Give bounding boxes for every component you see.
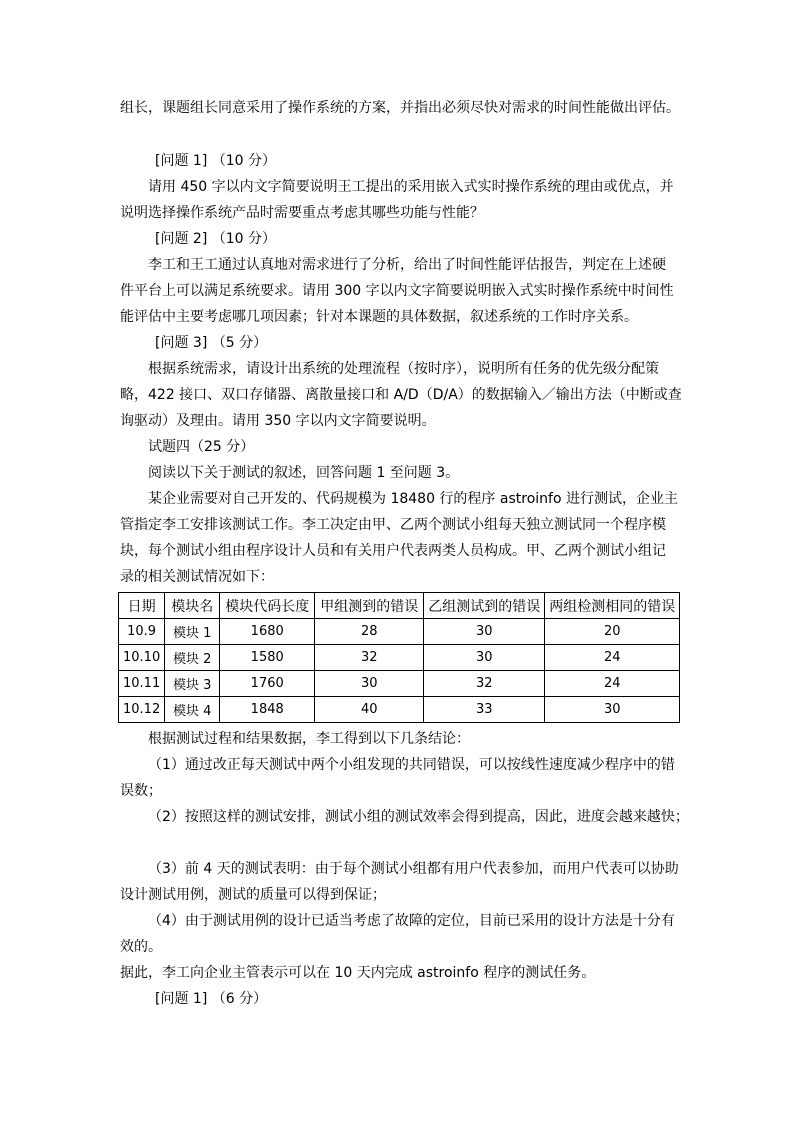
table-cell: 30 xyxy=(545,697,680,723)
table-row xyxy=(119,697,680,723)
conclusion-item: （1）通过改正每天测试中两个小组发现的共同错误，可以按线性速度减少程序中的错 xyxy=(148,757,675,773)
table-cell: 1680 xyxy=(220,619,315,645)
paragraph-line: 阅读以下关于测试的叙述，回答问题 1 至问题 3。 xyxy=(148,465,460,481)
table-cell: 10.10 xyxy=(119,645,165,671)
table-cell: 模块 2 xyxy=(165,645,220,671)
table-row xyxy=(119,671,680,697)
paragraph-line: 说明选择操作系统产品时需要重点考虑其哪些功能与性能？ xyxy=(120,205,484,221)
paragraph-line: 据此，李工向企业主管表示可以在 10 天内完成 astroinfo 程序的测试任务。 xyxy=(120,965,596,981)
table-cell: 10.11 xyxy=(119,671,165,697)
table-header-cell: 日期 xyxy=(119,593,165,619)
paragraph-line: 根据系统需求，请设计出系统的处理流程（按时序），说明所有任务的优先级分配策 xyxy=(148,361,659,377)
table-cell: 1760 xyxy=(220,671,315,697)
conclusion-item: （2）按照这样的测试安排，测试小组的测试效率会得到提高，因此，进度会越来越快； xyxy=(148,809,689,825)
table-header-cell: 两组检测相同的错误 xyxy=(545,593,680,619)
table-cell: 10.9 xyxy=(119,619,165,645)
table-cell: 24 xyxy=(545,645,680,671)
table-cell: 30 xyxy=(424,619,545,645)
table-cell: 33 xyxy=(424,697,545,723)
paragraph-line: 李工和王工通过认真地对需求进行了分析，给出了时间性能评估报告，判定在上述硬 xyxy=(148,257,666,273)
table-header-cell: 模块名 xyxy=(165,593,220,619)
paragraph-line: 录的相关测试情况如下： xyxy=(120,569,274,585)
paragraph-line: 请用 450 字以内文字简要说明王工提出的采用嵌入式实时操作系统的理由或优点，并 xyxy=(148,179,674,195)
paragraph-line: 设计测试用例，测试的质量可以得到保证； xyxy=(120,887,386,903)
table-cell: 模块 3 xyxy=(165,671,220,697)
question-heading: [问题 1] （6 分） xyxy=(155,991,268,1007)
section-heading: 试题四（25 分） xyxy=(148,439,255,455)
paragraph-line: 块，每个测试小组由程序设计人员和有关用户代表两类人员构成。甲、乙两个测试小组记 xyxy=(120,543,666,559)
table-header-cell: 模块代码长度 xyxy=(220,593,315,619)
conclusion-item: （3）前 4 天的测试表明：由于每个测试小组都有用户代表参加，而用户代表可以协助 xyxy=(148,861,679,877)
table-cell: 模块 4 xyxy=(165,697,220,723)
table-cell: 1580 xyxy=(220,645,315,671)
table-cell: 20 xyxy=(545,619,680,645)
question-heading: [问题 2] （10 分） xyxy=(155,231,276,247)
table-row xyxy=(119,619,680,645)
paragraph-line: 组长，课题组长同意采用了操作系统的方案，并指出必须尽快对需求的时间性能做出评估。 xyxy=(120,100,680,116)
table-cell: 模块 1 xyxy=(165,619,220,645)
table-header-cell: 乙组测试到的错误 xyxy=(424,593,545,619)
table-header-row xyxy=(119,593,680,619)
table-cell: 30 xyxy=(315,671,424,697)
conclusion-item: （4）由于测试用例的设计已适当考虑了故障的定位，目前已采用的设计方法是十分有 xyxy=(148,913,675,929)
question-heading: [问题 3] （5 分） xyxy=(155,335,268,351)
paragraph-line: 某企业需要对自己开发的、代码规模为 18480 行的程序 astroinfo 进行测试，企业主 xyxy=(148,491,678,507)
table-cell: 1848 xyxy=(220,697,315,723)
table-cell: 30 xyxy=(424,645,545,671)
table-cell: 28 xyxy=(315,619,424,645)
paragraph-line: 能评估中主要考虑哪几项因素；针对本课题的具体数据，叙述系统的工作时序关系。 xyxy=(120,309,638,325)
test-results-table xyxy=(118,592,680,723)
paragraph-line: 根据测试过程和结果数据，李工得到以下几条结论： xyxy=(148,731,470,747)
table-cell: 32 xyxy=(424,671,545,697)
table-cell: 10.12 xyxy=(119,697,165,723)
paragraph-line: 询驱动）及理由。请用 350 字以内文字简要说明。 xyxy=(120,413,436,429)
paragraph-line: 效的。 xyxy=(120,939,162,955)
table-cell: 24 xyxy=(545,671,680,697)
paragraph-line: 件平台上可以满足系统要求。请用 300 字以内文字简要说明嵌入式实时操作系统中时间性 xyxy=(120,283,674,299)
table-cell: 32 xyxy=(315,645,424,671)
paragraph-line: 管指定李工安排该测试工作。李工决定由甲、乙两个测试小组每天独立测试同一个程序模 xyxy=(120,517,666,533)
table-header-cell: 甲组测到的错误 xyxy=(315,593,424,619)
paragraph-line: 略，422 接口、双口存储器、离散量接口和 A/D（D/A）的数据输入／输出方法（中断或查 xyxy=(120,387,682,403)
table-cell: 40 xyxy=(315,697,424,723)
paragraph-line: 误数； xyxy=(120,783,162,799)
table-row xyxy=(119,645,680,671)
question-heading: [问题 1] （10 分） xyxy=(155,153,276,169)
